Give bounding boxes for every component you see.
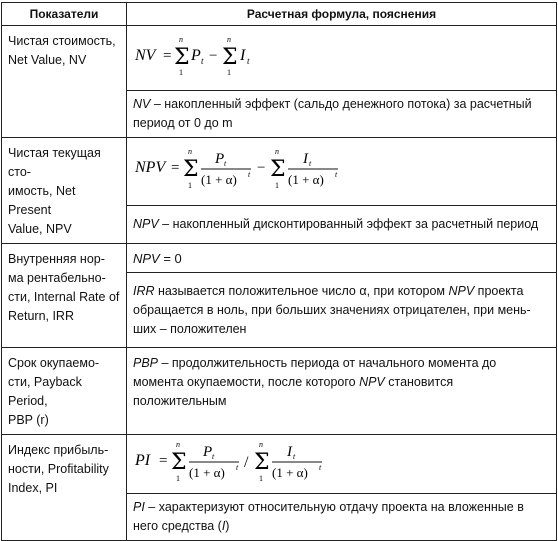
indicator-irr: Внутренняя нор- ма рентабельно- сти, Internal Rate of Return, IRR <box>2 244 127 348</box>
note-npv: NPV – накопленный дисконтированный эффект за расчетный период <box>127 206 557 244</box>
note-pi: PI – характеризуют относительную отдачу проекта на вложенные в него средства (I) <box>127 494 557 541</box>
svg-text:t: t <box>212 451 215 461</box>
svg-text:I: I <box>240 46 246 64</box>
svg-text:I: I <box>287 443 292 460</box>
svg-text:Σ: Σ <box>174 44 190 70</box>
svg-text:Σ: Σ <box>183 157 199 183</box>
svg-text:1: 1 <box>188 181 192 191</box>
indicators-table <box>1 2 556 533</box>
svg-text:1: 1 <box>275 181 279 191</box>
indicator-nv: Чистая стоимость, Net Value, NV <box>2 26 127 138</box>
svg-text:−: − <box>257 160 266 177</box>
formula-nv-svg <box>133 34 293 78</box>
svg-text:t: t <box>236 462 239 472</box>
svg-text:n: n <box>227 34 231 44</box>
svg-text:=: = <box>159 452 168 469</box>
indicator-pi: Индекс прибыль- ности, Profitability Index, PI <box>2 435 127 541</box>
svg-text:n: n <box>179 34 183 44</box>
svg-text:1: 1 <box>179 67 183 77</box>
svg-text:1: 1 <box>259 473 263 483</box>
table-header-row <box>2 3 557 26</box>
svg-text:NV: NV <box>135 46 156 64</box>
svg-text:P: P <box>215 151 225 168</box>
svg-text:/: / <box>244 453 249 471</box>
svg-text:P: P <box>203 443 213 460</box>
svg-text:t: t <box>319 462 322 472</box>
svg-text:n: n <box>188 147 192 157</box>
svg-text:1: 1 <box>227 67 231 77</box>
formula-irr: NPV = 0 <box>127 244 557 273</box>
indicator-pbp: Срок окупаемо- сти, Payback Period, PBP (r) <box>2 348 127 435</box>
svg-text:(1 + α): (1 + α) <box>288 172 324 188</box>
header-indicators: Показатели <box>2 3 127 26</box>
svg-text:t: t <box>201 55 204 66</box>
svg-text:(1 + α): (1 + α) <box>201 172 237 188</box>
svg-text:=: = <box>163 47 172 64</box>
svg-text:Σ: Σ <box>222 44 238 70</box>
svg-text:P: P <box>191 46 201 64</box>
indicator-npv: Чистая текущая сто- имость, Net Present Value, NPV <box>2 138 127 244</box>
svg-text:t: t <box>248 170 251 180</box>
svg-text:Σ: Σ <box>254 449 270 475</box>
svg-text:n: n <box>259 439 263 449</box>
svg-text:t: t <box>335 170 338 180</box>
svg-text:=: = <box>171 160 180 177</box>
svg-text:Σ: Σ <box>270 157 286 183</box>
svg-text:PI: PI <box>135 451 151 469</box>
svg-text:Σ: Σ <box>171 449 187 475</box>
svg-text:(1 + α): (1 + α) <box>189 464 225 480</box>
svg-text:I: I <box>303 151 308 168</box>
note-irr: IRR называется положительное число α, при котором NPV проекта обращается в ноль, при больших значениях отрицателен, при мень-ших – положителен <box>127 273 557 348</box>
header-formula: Расчетная формула, пояснения <box>127 3 557 26</box>
svg-text:n: n <box>176 439 180 449</box>
formula-npv <box>127 138 557 206</box>
formula-pi <box>127 435 557 494</box>
formula-pi-svg <box>133 437 353 487</box>
formula-nv <box>127 26 557 91</box>
svg-text:NPV: NPV <box>135 159 166 177</box>
svg-text:t: t <box>293 451 296 461</box>
svg-text:(1 + α): (1 + α) <box>272 464 308 480</box>
note-pbp: PBP – продолжительность периода от начального момента до момента окупаемости, после которого NPV становится положительным <box>127 348 557 435</box>
svg-text:n: n <box>275 147 279 157</box>
svg-text:−: − <box>209 47 218 64</box>
svg-text:t: t <box>224 159 227 169</box>
svg-text:t: t <box>309 159 312 169</box>
svg-text:1: 1 <box>176 473 180 483</box>
svg-text:t: t <box>247 55 250 66</box>
formula-npv-svg <box>133 144 363 194</box>
note-nv: NV – накопленный эффект (сальдо денежного потока) за расчетный период от 0 до m <box>127 91 557 138</box>
